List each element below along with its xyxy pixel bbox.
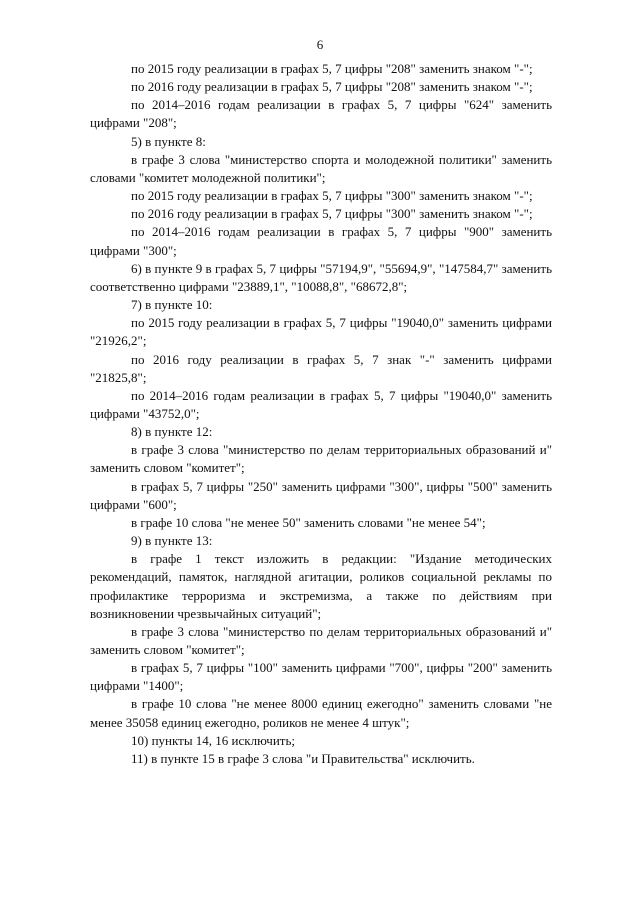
list-item-heading: 9) в пункте 13: <box>131 533 213 549</box>
list-item-heading: 10) пункты 14, 16 исключить; <box>131 732 296 748</box>
paragraph: по 2016 году реализации в графах 5, 7 знак "-" заменить цифрами "21825,8"; <box>90 351 552 385</box>
paragraph: по 2014–2016 годам реализации в графах 5, 7 цифры "900" заменить цифрами "300"; <box>90 224 552 258</box>
paragraph: по 2015 году реализации в графах 5, 7 цифры "300" заменить знаком "-"; <box>131 188 533 204</box>
paragraph: по 2016 году реализации в графах 5, 7 цифры "208" заменить знаком "-"; <box>131 79 533 95</box>
paragraph: по 2015 году реализации в графах 5, 7 цифры "19040,0" заменить цифрами "21926,2"; <box>90 315 552 349</box>
list-item-heading: 6) в пункте 9 в графах 5, 7 цифры "57194,9", "55694,9", "147584,7" заменить соответственно цифрами "23889,1", "10088,8", "68672,8"; <box>90 260 552 294</box>
paragraph: в графе 3 слова "министерство по делам территориальных образований и" заменить словом "комитет"; <box>90 442 552 476</box>
paragraph: по 2015 году реализации в графах 5, 7 цифры "208" заменить знаком "-"; <box>131 61 533 76</box>
paragraph: в графе 10 слова "не менее 8000 единиц ежегодно" заменить словами "не менее 35058 единиц ежегодно, роликов не менее 4 штук"; <box>90 696 552 730</box>
list-item-heading: 7) в пункте 10: <box>131 297 213 313</box>
list-item-heading: 11) в пункте 15 в графе 3 слова "и Правительства" исключить. <box>131 750 475 766</box>
paragraph: по 2014–2016 годам реализации в графах 5, 7 цифры "19040,0" заменить цифрами "43752,0"; <box>90 387 552 421</box>
paragraph: в графе 10 слова "не менее 50" заменить словами "не менее 54"; <box>131 514 486 530</box>
paragraph: в графе 3 слова "министерство спорта и молодежной политики" заменить словами "комитет молодежной политики"; <box>90 151 552 185</box>
paragraph: по 2016 году реализации в графах 5, 7 цифры "300" заменить знаком "-"; <box>131 206 533 222</box>
list-item-heading: 5) в пункте 8: <box>131 133 206 149</box>
paragraph: в графах 5, 7 цифры "250" заменить цифрами "300", цифры "500" заменить цифрами "600"; <box>90 478 552 512</box>
paragraph: в графах 5, 7 цифры "100" заменить цифрами "700", цифры "200" заменить цифрами "1400"; <box>90 660 552 694</box>
paragraph: по 2014–2016 годам реализации в графах 5, 7 цифры "624" заменить цифрами "208"; <box>90 97 552 131</box>
paragraph: в графе 1 текст изложить в редакции: "Издание методических рекомендаций, памяток, наглядной агитации, роликов социальной рекламы по профилактике терроризма и экстремизма, а также по действиям при возникновении чрезвычайных ситуаций"; <box>90 551 552 621</box>
list-item-heading: 8) в пункте 12: <box>131 424 213 440</box>
paragraph: в графе 3 слова "министерство по делам территориальных образований и" заменить словом "комитет"; <box>90 623 552 657</box>
document-body <box>90 60 552 768</box>
page-number: 6 <box>316 37 324 52</box>
